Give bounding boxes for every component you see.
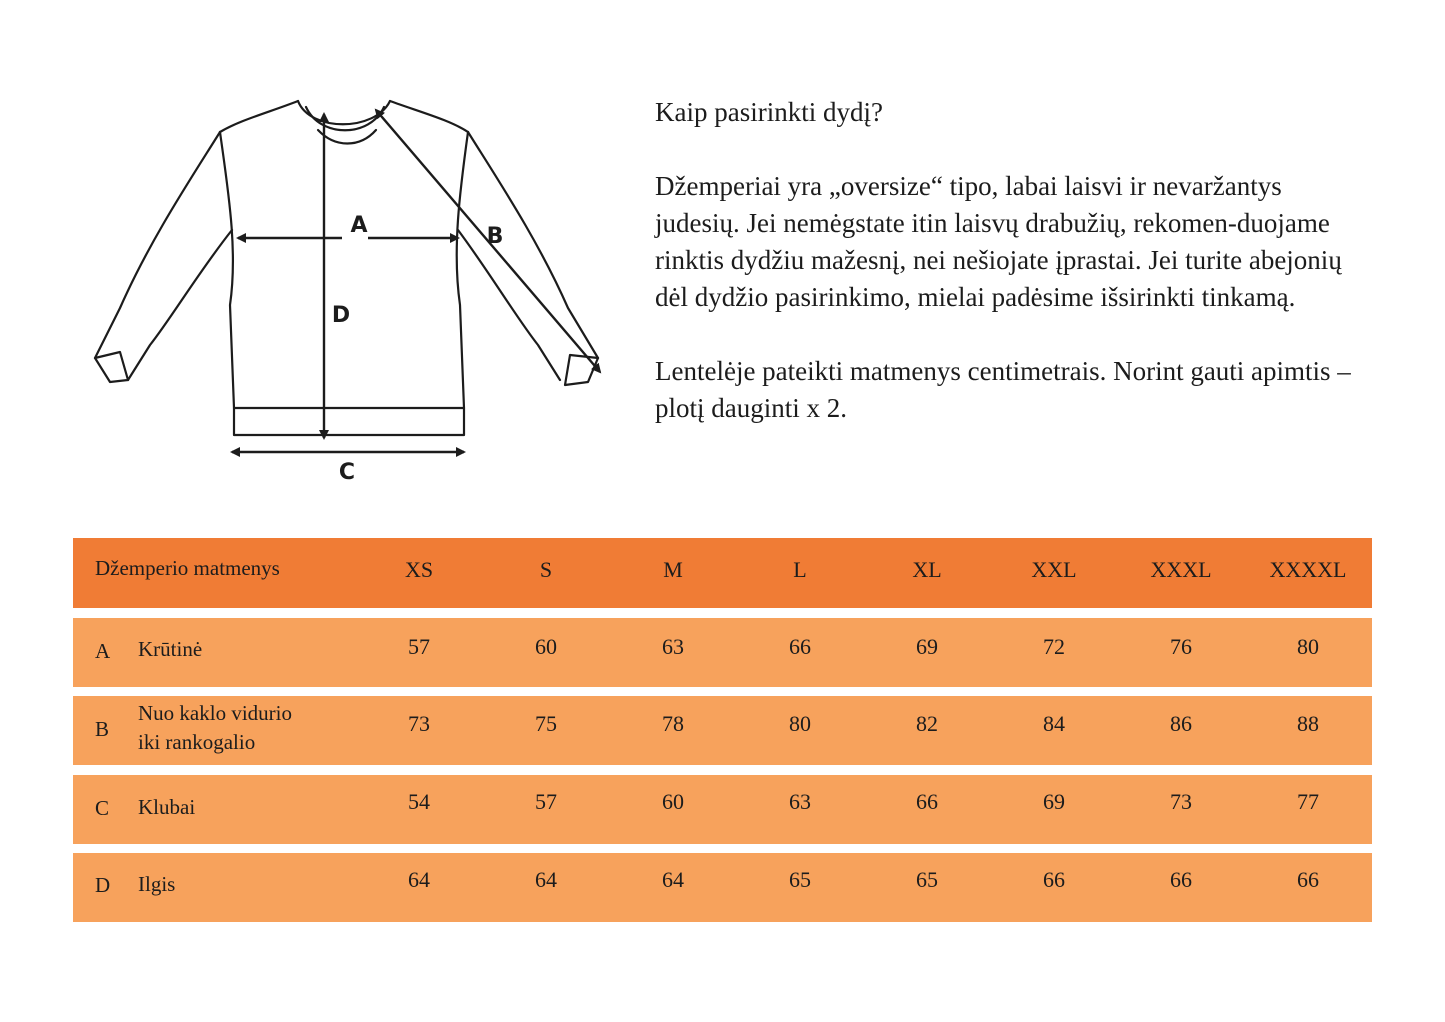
table-cell: 69 — [916, 633, 938, 659]
size-header: XL — [912, 557, 942, 582]
row-name: Krūtinė — [138, 636, 203, 661]
intro-paragraph-2: Lentelėje pateikti matmenys centimetrais. Norint gauti apimtis – plotį dauginti x 2. — [655, 356, 1351, 423]
table-cell: 82 — [916, 711, 938, 736]
table-cell: 77 — [1297, 788, 1319, 814]
row-letter: A — [95, 638, 111, 663]
table-cell: 60 — [535, 633, 557, 659]
table-cell: 75 — [535, 711, 557, 736]
size-header: S — [539, 557, 553, 582]
hem-band — [234, 408, 464, 435]
table-cell: 63 — [789, 788, 811, 814]
row-letter: D — [95, 873, 111, 897]
size-header: XXXL — [1150, 557, 1212, 582]
size-header: XXL — [1031, 557, 1077, 582]
row-letter: B — [95, 717, 110, 741]
table-cell: 65 — [916, 867, 938, 892]
size-header: XXXXL — [1269, 557, 1347, 582]
table-cell: 84 — [1043, 711, 1065, 736]
table-cell: 54 — [408, 788, 430, 814]
table-cell: 80 — [789, 711, 811, 736]
table-cell: 66 — [1297, 867, 1319, 892]
table-row — [73, 853, 1372, 922]
table-cell: 76 — [1170, 633, 1192, 659]
table-cell: 73 — [408, 711, 430, 736]
label-d: D — [331, 303, 351, 328]
table-cell: 86 — [1170, 711, 1192, 736]
table-cell: 72 — [1043, 633, 1065, 659]
row-name-line: iki rankogalio — [138, 730, 256, 754]
row-name: Ilgis — [138, 872, 176, 896]
row-name-line: Nuo kaklo vidurio — [138, 701, 292, 725]
label-c: C — [338, 460, 356, 485]
table-cell: 64 — [535, 867, 557, 892]
table-cell: 64 — [662, 867, 684, 892]
table-row — [73, 618, 1372, 687]
table-cell: 66 — [916, 788, 938, 814]
label-a: A — [350, 213, 368, 238]
table-cell: 64 — [408, 867, 430, 892]
table-header-row — [73, 538, 1372, 608]
label-b: B — [486, 224, 504, 249]
row-name: Klubai — [138, 794, 196, 819]
right-cuff — [565, 355, 598, 385]
size-header: XS — [404, 557, 434, 582]
table-row — [73, 696, 1372, 765]
table-cell: 65 — [789, 867, 811, 892]
intro-text — [655, 94, 1375, 427]
header-label: Džemperio matmenys — [95, 556, 280, 580]
intro-paragraph-1: Džemperiai yra „oversize“ tipo, labai laisvi ir nevaržantys judesių. Jei nemėgstate itin laisvų drabužių, rekomen-duojame rinktis dydžiu mažesnį, nei nešiojate įprastai. Jei turite abejonių dėl dydžio pasirinkimo, mielai padėsime išsirinkti tinkamą. — [655, 171, 1342, 312]
sweater-diagram — [80, 90, 620, 490]
table-cell: 63 — [662, 633, 684, 659]
left-cuff — [95, 352, 128, 382]
row-name — [138, 699, 292, 757]
table-cell: 88 — [1297, 711, 1319, 736]
table-cell: 57 — [408, 633, 430, 659]
table-cell: 57 — [535, 788, 557, 814]
table-row — [73, 775, 1372, 844]
table-cell: 60 — [662, 788, 684, 814]
table-cell: 69 — [1043, 788, 1065, 814]
table-cell: 66 — [1170, 867, 1192, 892]
table-cell: 66 — [1043, 867, 1065, 892]
size-header: L — [793, 557, 807, 582]
table-cell: 73 — [1170, 788, 1192, 814]
row-letter: C — [95, 795, 110, 820]
table-cell: 78 — [662, 711, 684, 736]
size-table — [73, 538, 1372, 932]
size-header: M — [663, 557, 683, 582]
table-cell: 66 — [789, 633, 811, 659]
intro-question: Kaip pasirinkti dydį? — [655, 97, 883, 127]
table-cell: 80 — [1297, 633, 1319, 659]
neckline-outer — [298, 101, 390, 124]
